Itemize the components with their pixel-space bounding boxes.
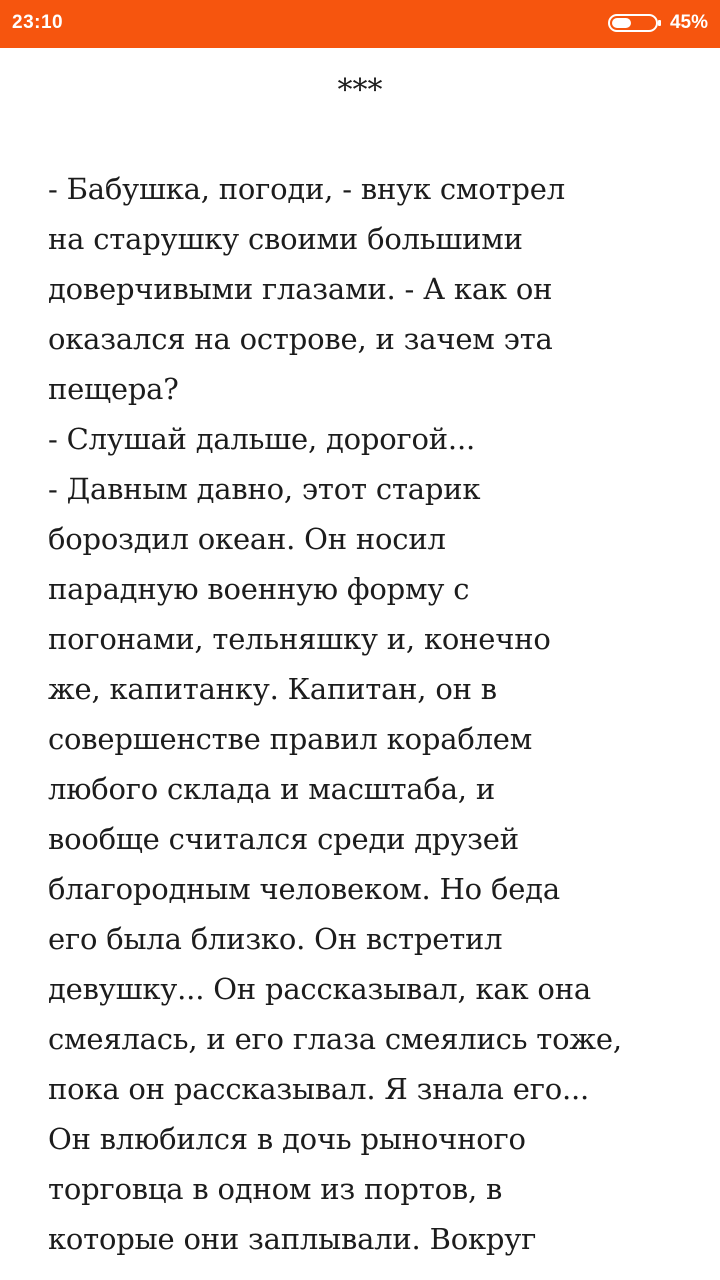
text-line: пока он рассказывал. Я знала его...	[48, 1072, 590, 1106]
text-line: парадную военную форму с	[48, 572, 470, 606]
battery-icon	[608, 13, 662, 33]
reader-page[interactable]	[0, 48, 720, 1280]
text-line: которые они заплывали. Вокруг	[48, 1222, 537, 1256]
text-line: благородным человеком. Но беда	[48, 872, 560, 906]
text-line: доверчивыми глазами. - А как он	[48, 272, 553, 306]
text-line: смеялась, и его глаза смеялись тоже,	[48, 1022, 622, 1056]
text-line: на старушку своими большими	[48, 222, 523, 256]
battery-percent: 45%	[669, 12, 708, 33]
status-bar	[0, 0, 720, 48]
status-right-group	[608, 12, 708, 34]
text-line: бороздил океан. Он носил	[48, 522, 446, 556]
text-line: погонами, тельняшку и, конечно	[48, 622, 551, 656]
book-text	[48, 164, 688, 1264]
section-separator: ***	[337, 73, 383, 108]
text-line: девушку... Он рассказывал, как она	[48, 972, 591, 1006]
text-line: торговца в одном из портов, в	[48, 1172, 503, 1206]
text-line: вообще считался среди друзей	[48, 822, 519, 856]
text-line: - Слушай дальше, дорогой...	[48, 422, 475, 456]
text-line: пещера?	[48, 372, 179, 406]
text-line: любого склада и масштаба, и	[48, 772, 495, 806]
text-line: оказался на острове, и зачем эта	[48, 322, 553, 356]
text-line: его была близко. Он встретил	[48, 922, 503, 956]
status-time: 23:10	[12, 12, 64, 33]
text-line: - Давным давно, этот старик	[48, 472, 481, 506]
text-line: же, капитанку. Капитан, он в	[48, 672, 497, 706]
text-line: совершенстве правил кораблем	[48, 722, 533, 756]
text-line: - Бабушка, погоди, - внук смотрел	[48, 172, 565, 206]
text-line: Он влюбился в дочь рыночного	[48, 1122, 526, 1156]
